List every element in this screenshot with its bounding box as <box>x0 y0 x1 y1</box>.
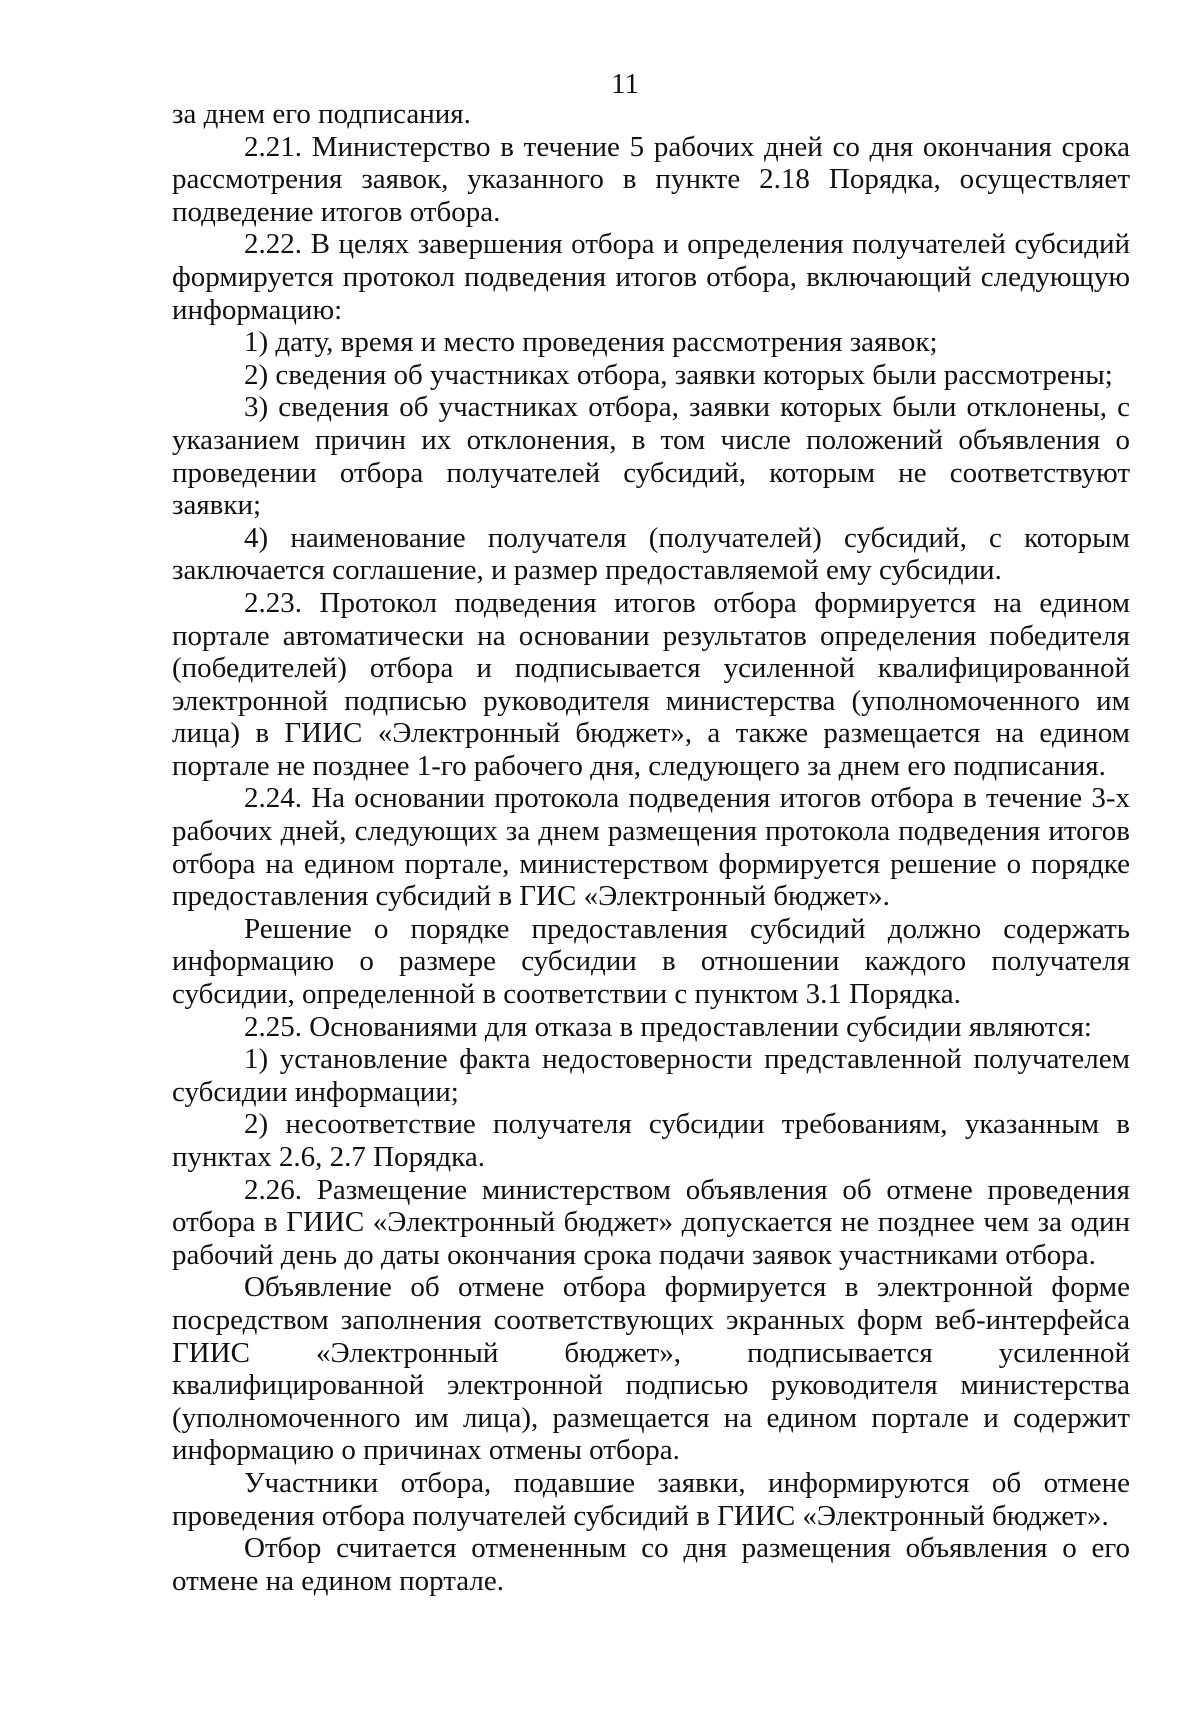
list-item: 2) несоответствие получателя субсидии требованиям, указанным в пунктах 2.6, 2.7 Порядка. <box>172 1108 1130 1173</box>
list-item: 4) наименование получателя (получателей) субсидий, с которым заключается соглашение, и размер предоставляемой ему субсидии. <box>172 521 1130 587</box>
document-body <box>172 98 1130 1597</box>
paragraph-2-21: 2.21. Министерство в течение 5 рабочих дней со дня окончания срока рассмотрения заявок, указанного в пункте 2.18 Порядка, осуществляет подведение итогов отбора. <box>172 130 1130 228</box>
page-number: 11 <box>611 68 639 100</box>
paragraph: Объявление об отмене отбора формируется в электронной форме посредством заполнения соответствующих экранных форм веб-интерфейса ГИИС «Электронный бюджет», подписывается усиленной квалифицированной электронной подписью руководителя министерства (уполномоченного им лица), размещается на едином портале и содержит информацию о причинах отмены отбора. <box>172 1271 1130 1467</box>
paragraph-2-26: 2.26. Размещение министерством объявления об отмене проведения отбора в ГИИС «Электронный бюджет» допускается не позднее чем за один рабочий день до даты окончания срока подачи заявок участниками отбора. <box>172 1173 1130 1271</box>
paragraph: Участники отбора, подавшие заявки, информируются об отмене проведения отбора получателей субсидий в ГИИС «Электронный бюджет». <box>172 1466 1130 1532</box>
list-item: 3) сведения об участниках отбора, заявки которых были отклонены, с указанием причин их отклонения, в том числе положений объявления о проведении отбора получателей субсидий, которым не соответствуют заявки; <box>172 391 1130 522</box>
list-item: 1) установление факта недостоверности представленной получателем субсидии информации; <box>172 1043 1130 1108</box>
list-item: 1) дату, время и место проведения рассмотрения заявок; <box>244 326 938 359</box>
list-item: 2) сведения об участниках отбора, заявки которых были рассмотрены; <box>244 358 1113 391</box>
paragraph-2-24: 2.24. На основании протокола подведения итогов отбора в течение 3-х рабочих дней, следующих за днем размещения протокола подведения итогов отбора на едином портале, министерством формируется решение о порядке предоставления субсидий в ГИС «Электронный бюджет». <box>172 782 1130 913</box>
paragraph-2-23: 2.23. Протокол подведения итогов отбора формируется на едином портале автоматически на основании результатов определения победителя (победителей) отбора и подписывается усиленной квалифицированной электронной подписью руководителя министерства (уполномоченного им лица) в ГИИС «Электронный бюджет», а также размещается на едином портале не позднее 1-го рабочего дня, следующего за днем его подписания. <box>172 586 1130 782</box>
paragraph: Решение о порядке предоставления субсидий должно содержать информацию о размере субсидии в отношении каждого получателя субсидии, определенной в соответствии с пунктом 3.1 Порядка. <box>172 912 1130 1011</box>
paragraph: Отбор считается отмененным со дня размещения объявления о его отмене на едином портале. <box>172 1532 1130 1597</box>
paragraph-2-22: 2.22. В целях завершения отбора и определения получателей субсидий формируется протокол подведения итогов отбора, включающий следующую информацию: <box>172 228 1130 326</box>
paragraph-2-25: 2.25. Основаниями для отказа в предоставлении субсидии являются: <box>244 1010 1092 1043</box>
paragraph: за днем его подписания. <box>172 98 471 130</box>
